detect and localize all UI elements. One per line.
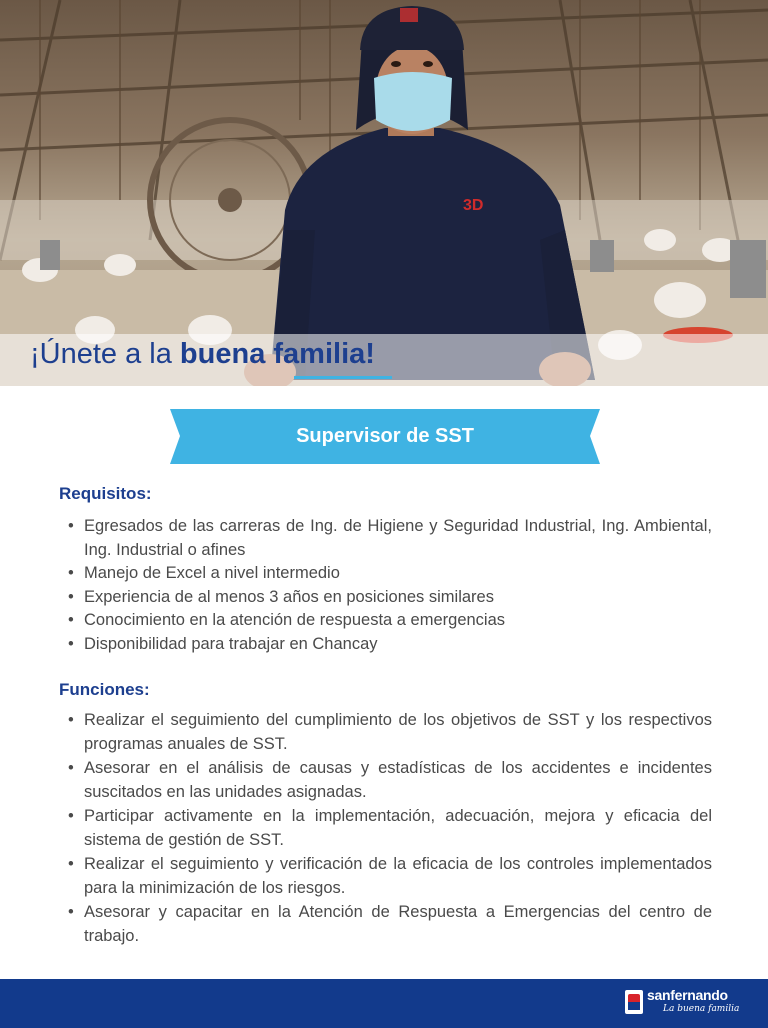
list-item [68,852,712,900]
bullet-icon: • [68,807,74,825]
bullet-icon: • [68,634,74,653]
list-item-text: Realizar el seguimiento del cumplimiento de los objetivos de SST y los respectivos programas anuales de SST. [84,711,712,753]
hero-illustration [0,0,768,386]
list-item [68,756,712,804]
hero-photo [0,0,768,386]
list-item-text: Asesorar en el análisis de causas y estadísticas de los accidentes e incidentes suscitados en las unidades asignadas. [84,759,712,801]
list-item-text: Asesorar y capacitar en la Atención de Respuesta a Emergencias del centro de trabajo. [84,903,712,945]
bullet-icon: • [68,587,74,606]
list-item [68,804,712,852]
brand-logo-icon [625,990,643,1014]
bullet-icon: • [68,711,74,729]
list-item-text: Participar activamente en la implementación, adecuación, mejora y eficacia del sistema de gestión de SST. [84,807,712,849]
bullet-icon: • [68,903,74,921]
bullet-icon: • [68,564,74,583]
bullet-icon: • [68,611,74,630]
hero-headline [30,338,375,371]
hero-headline-bold: buena familia! [179,338,375,370]
svg-text:3D: 3D [463,197,484,214]
bullet-icon: • [68,517,74,535]
bullet-icon: • [68,855,74,873]
bullet-icon: • [68,759,74,777]
hero-headline-underline [294,376,392,379]
footer-bar [0,979,768,1028]
hero-headline-light: ¡Únete a la [30,338,180,370]
list-item [68,586,712,610]
list-item [68,900,712,948]
job-title: Supervisor de SST [296,425,474,447]
list-item-text: Disponibilidad para trabajar en Chancay [84,634,378,653]
list-item [68,708,712,756]
list-item [68,609,712,633]
brand-name: sanfernando [647,987,728,1003]
brand-logo [625,987,743,1019]
list-item-text: Egresados de las carreras de Ing. de Higiene y Seguridad Industrial, Ing. Ambiental, Ing. Industrial o afines [84,517,712,559]
funciones-heading: Funciones: [59,680,150,699]
list-item [68,633,712,657]
list-item-text: Manejo de Excel a nivel intermedio [84,564,340,583]
requisitos-heading: Requisitos: [59,484,152,503]
list-item-text: Experiencia de al menos 3 años en posiciones similares [84,587,494,606]
list-item [68,562,712,586]
requisitos-list [68,515,712,657]
list-item-text: Realizar el seguimiento y verificación de la eficacia de los controles implementados para la minimización de los riesgos. [84,855,712,897]
list-item [68,515,712,562]
list-item-text: Conocimiento en la atención de respuesta a emergencias [84,611,506,630]
job-title-ribbon [170,409,600,464]
brand-tagline: La buena familia [663,1004,740,1014]
funciones-list [68,708,712,948]
